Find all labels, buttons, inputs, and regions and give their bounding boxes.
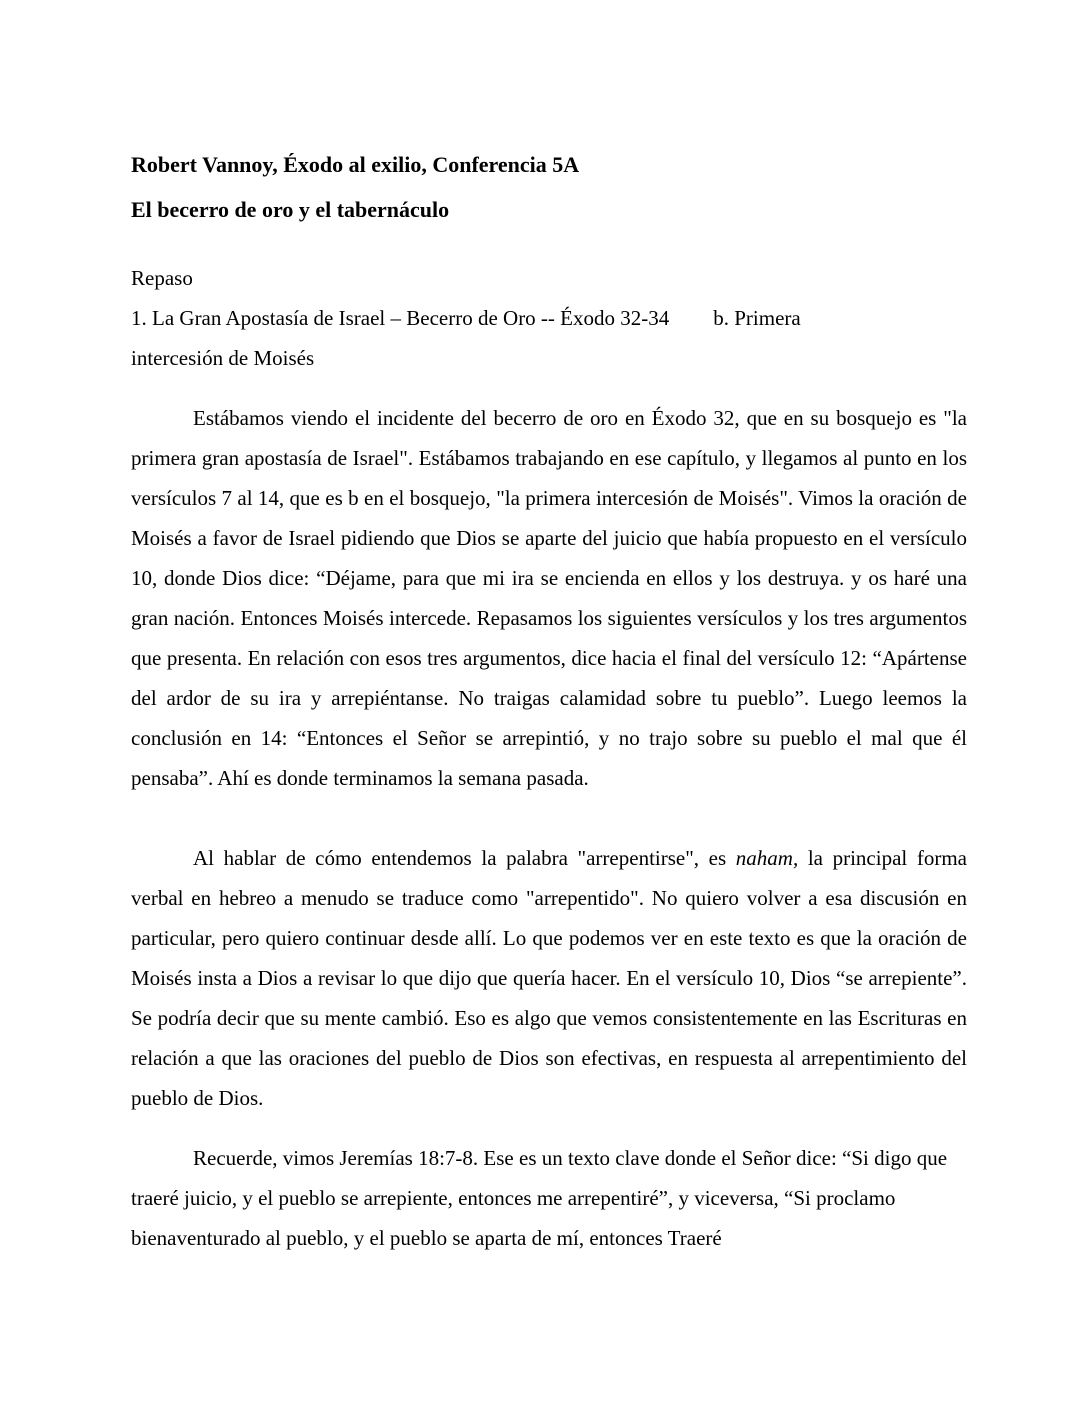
outline-main-point: 1. La Gran Apostasía de Israel – Becerro de Oro -- Éxodo 32-34 [131,306,670,330]
outline-heading [131,298,967,378]
hebrew-term: naham, [735,846,799,870]
document-subtitle: El becerro de oro y el tabernáculo [131,197,450,222]
paragraph-2-end: la principal forma verbal en hebreo a menudo se traduce como "arrepentido". No quiero volver a esa discusión en particular, pero quiero continuar desde allí. Lo que podemos ver en este texto es que la oración de Moisés insta a Dios a revisar lo que dijo que quería hacer. En el versículo 10, Dios “se arrepiente”. Se podría decir que su mente cambió. Eso es algo que vemos consistentemente en las Escrituras en relación a que las oraciones del pueblo de Dios son efectivas, en respuesta al arrepentimiento del pueblo de Dios. [131,846,968,1110]
outline-sub-point: b. Primera [713,306,801,330]
paragraph-2-start: Al hablar de cómo entendemos la palabra "arrepentirse", es [193,846,736,870]
outline-sub-point-continued: intercesión de Moisés [131,346,315,370]
review-label: Repaso [131,266,193,290]
paragraph-3: Recuerde, vimos Jeremías 18:7-8. Ese es un texto clave donde el Señor dice: “Si digo que traeré juicio, y el pueblo se arrepiente, entonces me arrepentiré”, y viceversa, “Si proclamo bienaventurado al pueblo, y el pueblo se aparta de mí, entonces Traeré [131,1146,948,1250]
document-title: Robert Vannoy, Éxodo al exilio, Conferencia 5A [131,152,580,177]
paragraph-1: Estábamos viendo el incidente del becerro de oro en Éxodo 32, que en su bosquejo es "la primera gran apostasía de Israel". Estábamos trabajando en ese capítulo, y llegamos al punto en los versículos 7 al 14, que es b en el bosquejo, "la primera intercesión de Moisés". Vimos la oración de Moisés a favor de Israel pidiendo que Dios se aparte del juicio que había propuesto en el versículo 10, donde Dios dice: “Déjame, para que mi ira se encienda en ellos y los destruya. y os haré una gran nación. Entonces Moisés intercede. Repasamos los siguientes versículos y los tres argumentos que presenta. En relación con esos tres argumentos, dice hacia el final del versículo 12: “Apártense del ardor de su ira y arrepiéntanse. No traigas calamidad sobre tu pueblo”. Luego leemos la conclusión en 14: “Entonces el Señor se arrepintió, y no trajo sobre su pueblo el mal que él pensaba”. Ahí es donde terminamos la semana pasada. [131,406,967,790]
paragraph-2 [131,838,967,1118]
